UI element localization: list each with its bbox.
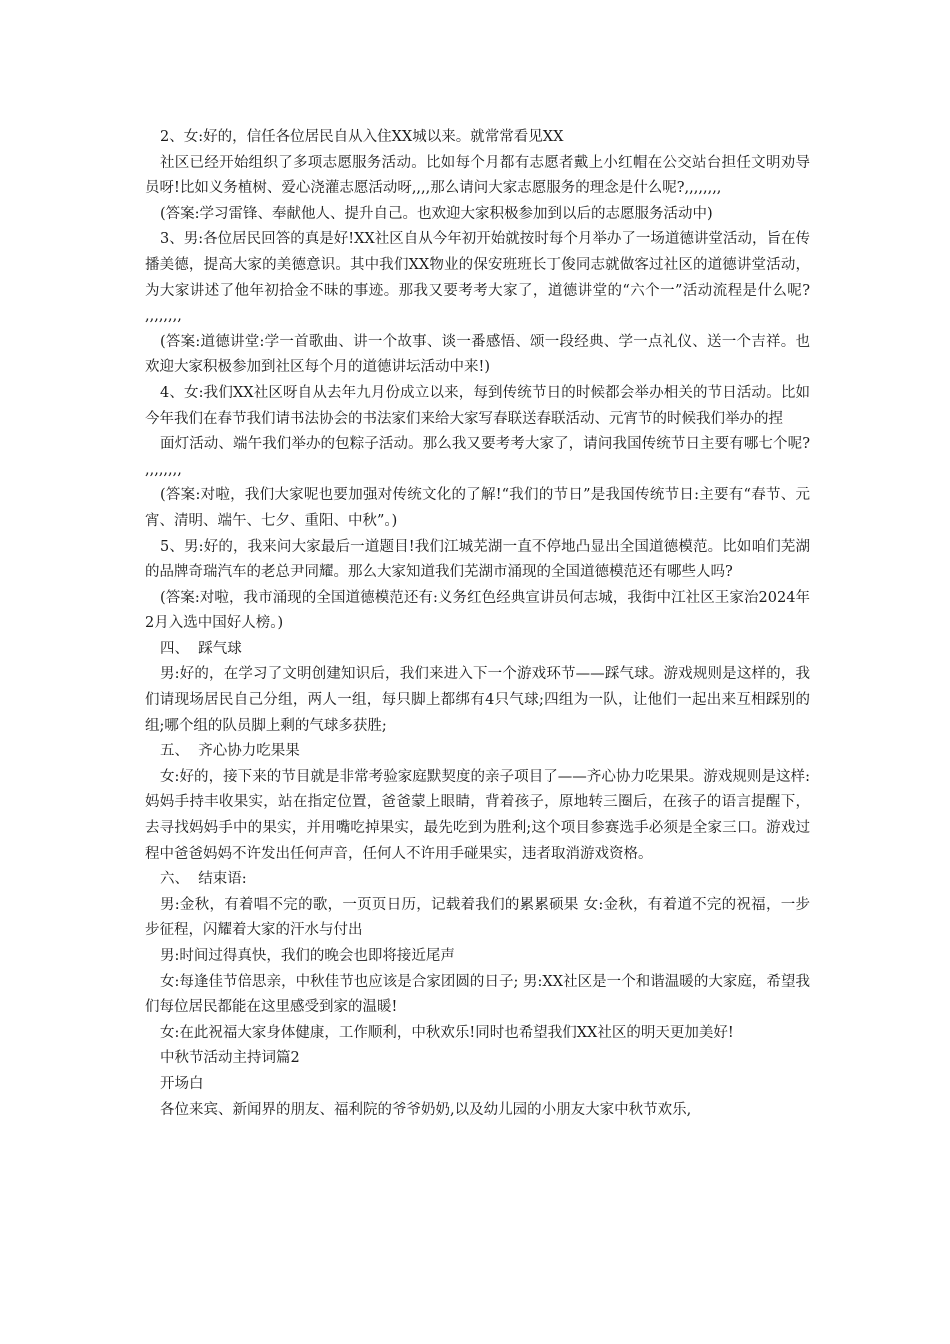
body-paragraph: (答案:对啦，我们大家呢也要加强对传统文化的了解!“我们的节日”是我国传统节日:主要有“春节、元宵、清明、端午、七夕、重阳、中秋”。) bbox=[145, 487, 810, 529]
body-paragraph: 面灯活动、端午我们举办的包粽子活动。那么我又要考考大家了，请问我国传统节日主要有哪七个呢? ,,,,,,,, bbox=[145, 436, 810, 478]
body-paragraph: (答案:学习雷锋、奉献他人、提升自己。也欢迎大家积极参加到以后的志愿服务活动中) bbox=[160, 205, 713, 222]
body-paragraph: 男:时间过得真快，我们的晚会也即将接近尾声 bbox=[160, 948, 455, 964]
body-paragraph: (答案:对啦，我市涌现的全国道德模范还有:义务红色经典宣讲员何志城，我街中江社区王家治2024年2月入选中国好人榜。) bbox=[145, 589, 810, 632]
body-paragraph: 开场白 bbox=[160, 1075, 204, 1092]
body-paragraph: 4、女:我们XX社区呀自从去年九月份成立以来，每到传统节日的时候都会举办相关的节日活动。比如今年我们在春节我们请书法协会的书法家们来给大家写春联送春联活动、元宵节的时候我们举办的捏 bbox=[145, 384, 810, 427]
body-paragraph: 2、女:好的，信任各位居民自从入住XX城以来。就常常看见XX bbox=[160, 129, 564, 145]
body-paragraph: 女:好的，接下来的节目就是非常考验家庭默契度的亲子项目了——齐心协力吃果果。游戏规则是这样:妈妈手持丰收果实，站在指定位置，爸爸蒙上眼睛，背着孩子，原地转三圈后，在孩子的语言提醒下，去寻找妈妈手中的果实，并用嘴吃掉果实，最先吃到为胜利;这个项目参赛选手必须是全家三口。游戏过程中爸爸妈妈不许发出任何声音，任何人不许用手碰果实，违者取消游戏资格。 bbox=[145, 768, 810, 862]
body-paragraph: 社区已经开始组织了多项志愿服务活动。比如每个月都有志愿者戴上小红帽在公交站台担任文明劝导员呀!比如义务植树、爱心浇灌志愿活动呀,,,,那么请问大家志愿服务的理念是什么呢?,,,,,,,, bbox=[145, 154, 810, 197]
body-paragraph: 各位来宾、新闻界的朋友、福利院的爷爷奶奶,以及幼儿园的小朋友大家中秋节欢乐, bbox=[160, 1101, 692, 1118]
document-page bbox=[145, 125, 810, 1123]
body-paragraph: 3、男:各位居民回答的真是好!XX社区自从今年初开始就按时每个月举办了一场道德讲堂活动，旨在传播美德，提高大家的美德意识。其中我们XX物业的保安班班长丁俊同志就做客过社区的道德讲堂活动，为大家讲述了他年初拾金不昧的事迹。那我又要考考大家了，道德讲堂的“六个一”活动流程是什么呢? ,,,,,,,, bbox=[145, 231, 810, 325]
section-heading: 五、 齐心协力吃果果 bbox=[160, 743, 300, 760]
body-paragraph: 男:金秋，有着唱不完的歌，一页页日历，记载着我们的累累硕果 女:金秋，有着道不完的祝福，一步步征程，闪耀着大家的汗水与付出 bbox=[145, 896, 810, 939]
body-paragraph: 中秋节活动主持词篇2 bbox=[160, 1050, 300, 1067]
body-paragraph: 5、男:好的，我来问大家最后一道题目!我们江城芜湖一直不停地凸显出全国道德模范。比如咱们芜湖的品牌奇瑞汽车的老总尹同耀。那么大家知道我们芜湖市涌现的全国道德模范还有哪些人吗? bbox=[145, 538, 810, 581]
body-paragraph: 男:好的，在学习了文明创建知识后，我们来进入下一个游戏环节——踩气球。游戏规则是这样的，我们请现场居民自己分组，两人一组，每只脚上都绑有4只气球;四组为一队，让他们一起出来互相踩别的组;哪个组的队员脚上剩的气球多获胜; bbox=[145, 666, 810, 734]
section-heading: 六、 结束语: bbox=[160, 871, 247, 888]
body-paragraph: 女:在此祝福大家身体健康，工作顺利，中秋欢乐!同时也希望我们XX社区的明天更加美好! bbox=[160, 1024, 734, 1041]
body-paragraph: (答案:道德讲堂:学一首歌曲、讲一个故事、谈一番感悟、颂一段经典、学一点礼仪、送一个吉祥。也欢迎大家积极参加到社区每个月的道德讲坛活动中来!) bbox=[145, 333, 810, 376]
section-heading: 四、 踩气球 bbox=[160, 640, 242, 657]
body-paragraph: 女:每逢佳节倍思亲，中秋佳节也应该是合家团圆的日子; 男:XX社区是一个和谐温暖的大家庭，希望我们每位居民都能在这里感受到家的温暖! bbox=[145, 973, 810, 1016]
